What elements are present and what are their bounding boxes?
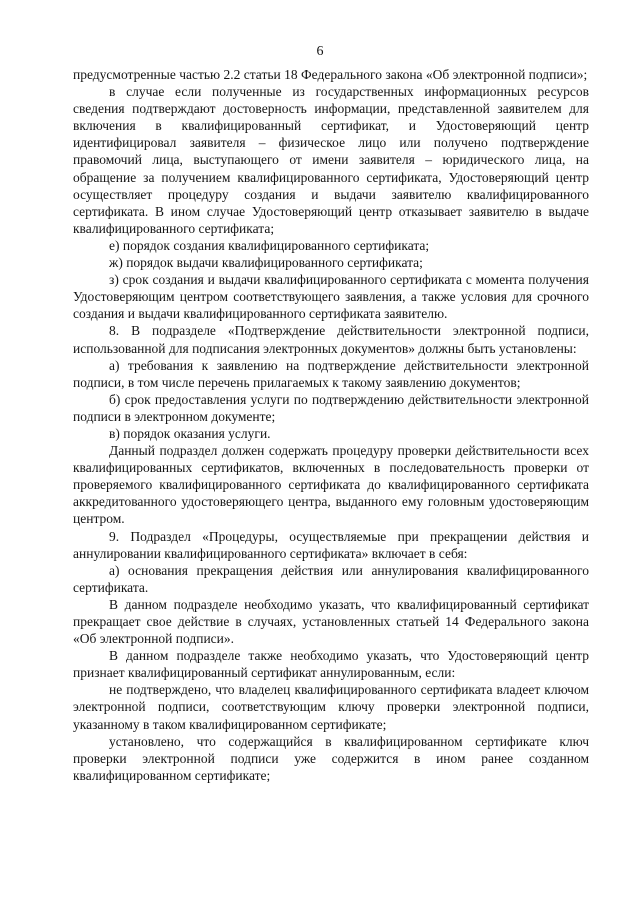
list-item-e: е) порядок создания квалифицированного сертификата; [109,237,430,253]
section-8-heading: 8. В подразделе «Подтверждение действительности электронной подписи, использованной для подписания электронных документов» должны быть установлены: [73,323,589,356]
list-item-a-grounds: а) основания прекращения действия или аннулирования квалифицированного сертификата. [73,562,589,595]
paragraph-cont: предусмотренные частью 2.2 статьи 18 Федерального закона «Об электронной подписи»; [73,67,588,82]
list-item-z: з) срок создания и выдачи квалифицированного сертификата с момента получения Удостоверяющим центром соответствующего заявления, а также условия для срочного создания и выдачи квалифицированного сертификата заявителю. [73,272,589,322]
paragraph-subsection-content: Данный подраздел должен содержать процедуру проверки действительности всех квалифицированных сертификатов, включенных в последовательность проверки от проверяемого квалифицированного сертификата до квалифицированного сертификата аккредитованного удостоверяющего центра, выданного ему головным удостоверяющим центром. [73,443,589,527]
list-item-a: а) требования к заявлению на подтверждение действительности электронной подписи, в том числе перечень прилагаемых к такому заявлению документов; [73,357,589,390]
paragraph-condition-2: установлено, что содержащийся в квалифицированном сертификате ключ проверки электронной подписи уже содержится в ином ранее созданном квалифицированном сертификате; [73,733,589,783]
list-item-zh: ж) порядок выдачи квалифицированного сертификата; [109,255,423,271]
list-item-b: б) срок предоставления услуги по подтверждению действительности электронной подписи в электронном документе; [73,391,589,424]
paragraph-annulment: В данном подразделе также необходимо указать, что Удостоверяющий центр признает квалифицированный сертификат аннулированным, если: [73,648,589,681]
paragraph-verification-condition: в случае если полученные из государственных информационных ресурсов сведения подтверждают достоверность информации, представленной заявителем для включения в квалифицированный сертификат, и Удостоверяющий центр идентифицировал заявителя – физическое лицо или получено подтверждение правомочий лица, выступающего от имени заявителя – юридического лица, на обращение за получением квалифицированного сертификата, Удостоверяющий центр осуществляет процедуру создания и выдачи заявителю квалифицированного сертификата. В ином случае Удостоверяющий центр отказывает заявителю в выдаче квалифицированного сертификата; [73,84,589,236]
list-item-v: в) порядок оказания услуги. [109,425,271,441]
page-number: 6 [316,44,324,59]
section-9-heading: 9. Подраздел «Процедуры, осуществляемые при прекращении действия и аннулировании квалифицированного сертификата» включает в себя: [73,528,589,561]
paragraph-condition-1: не подтверждено, что владелец квалифицированного сертификата владеет ключом электронной подписи, соответствующим ключу проверки электронной подписи, указанному в таком квалифицированном сертификате; [73,682,589,732]
paragraph-termination: В данном подразделе необходимо указать, что квалифицированный сертификат прекращает свое действие в случаях, установленных статьей 14 Федерального закона «Об электронной подписи». [73,596,589,647]
document-body [73,66,589,784]
